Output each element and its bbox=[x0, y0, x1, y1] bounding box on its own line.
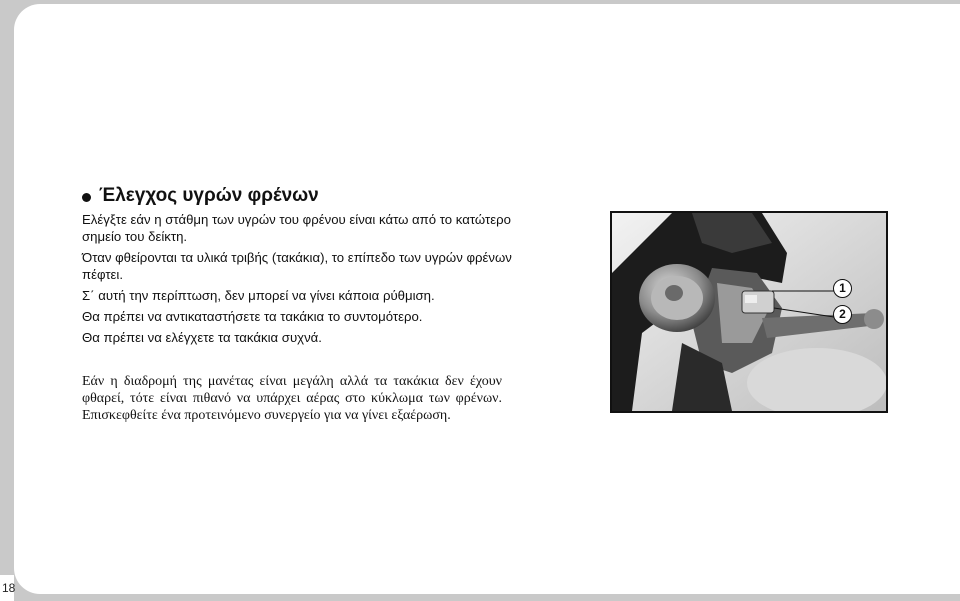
page-number: 18 bbox=[2, 581, 16, 595]
section-heading bbox=[82, 185, 319, 207]
paragraph: Σ΄ αυτή την περίπτωση, δεν μπορεί να γίνει κάποια ρύθμιση. bbox=[82, 288, 435, 303]
paragraph: Θα πρέπει να ελέγχετε τα τακάκια συχνά. bbox=[82, 330, 322, 345]
instructions-top bbox=[82, 211, 512, 350]
paragraph: Όταν φθείρονται τα υλικά τριβής (τακάκια), το επίπεδο των υγρών φρένων πέφτει. bbox=[82, 250, 512, 282]
callout-1: 1 bbox=[833, 279, 852, 298]
section-heading-text: Έλεγχος υγρών φρένων bbox=[99, 185, 319, 206]
callout-2: 2 bbox=[833, 305, 852, 324]
paragraph: Εάν η διαδρομή της μανέτας είναι μεγάλη αλλά τα τακάκια δεν έχουν φθαρεί, τότε είναι πιθανό να υπάρχει αέρας στο κύκλωμα των φρένων. Επισκεφθείτε ένα προτεινόμενο συνεργείο για να γίνει εξαέρωση. bbox=[82, 374, 502, 423]
paragraph: Θα πρέπει να αντικαταστήσετε τα τακάκια το συντομότερο. bbox=[82, 309, 423, 324]
paragraph: Ελέγξτε εάν η στάθμη των υγρών του φρένου είναι κάτω από το κατώτερο σημείο του δείκτη. bbox=[82, 212, 511, 244]
instructions-bottom bbox=[82, 373, 502, 424]
bullet-icon bbox=[82, 193, 91, 202]
